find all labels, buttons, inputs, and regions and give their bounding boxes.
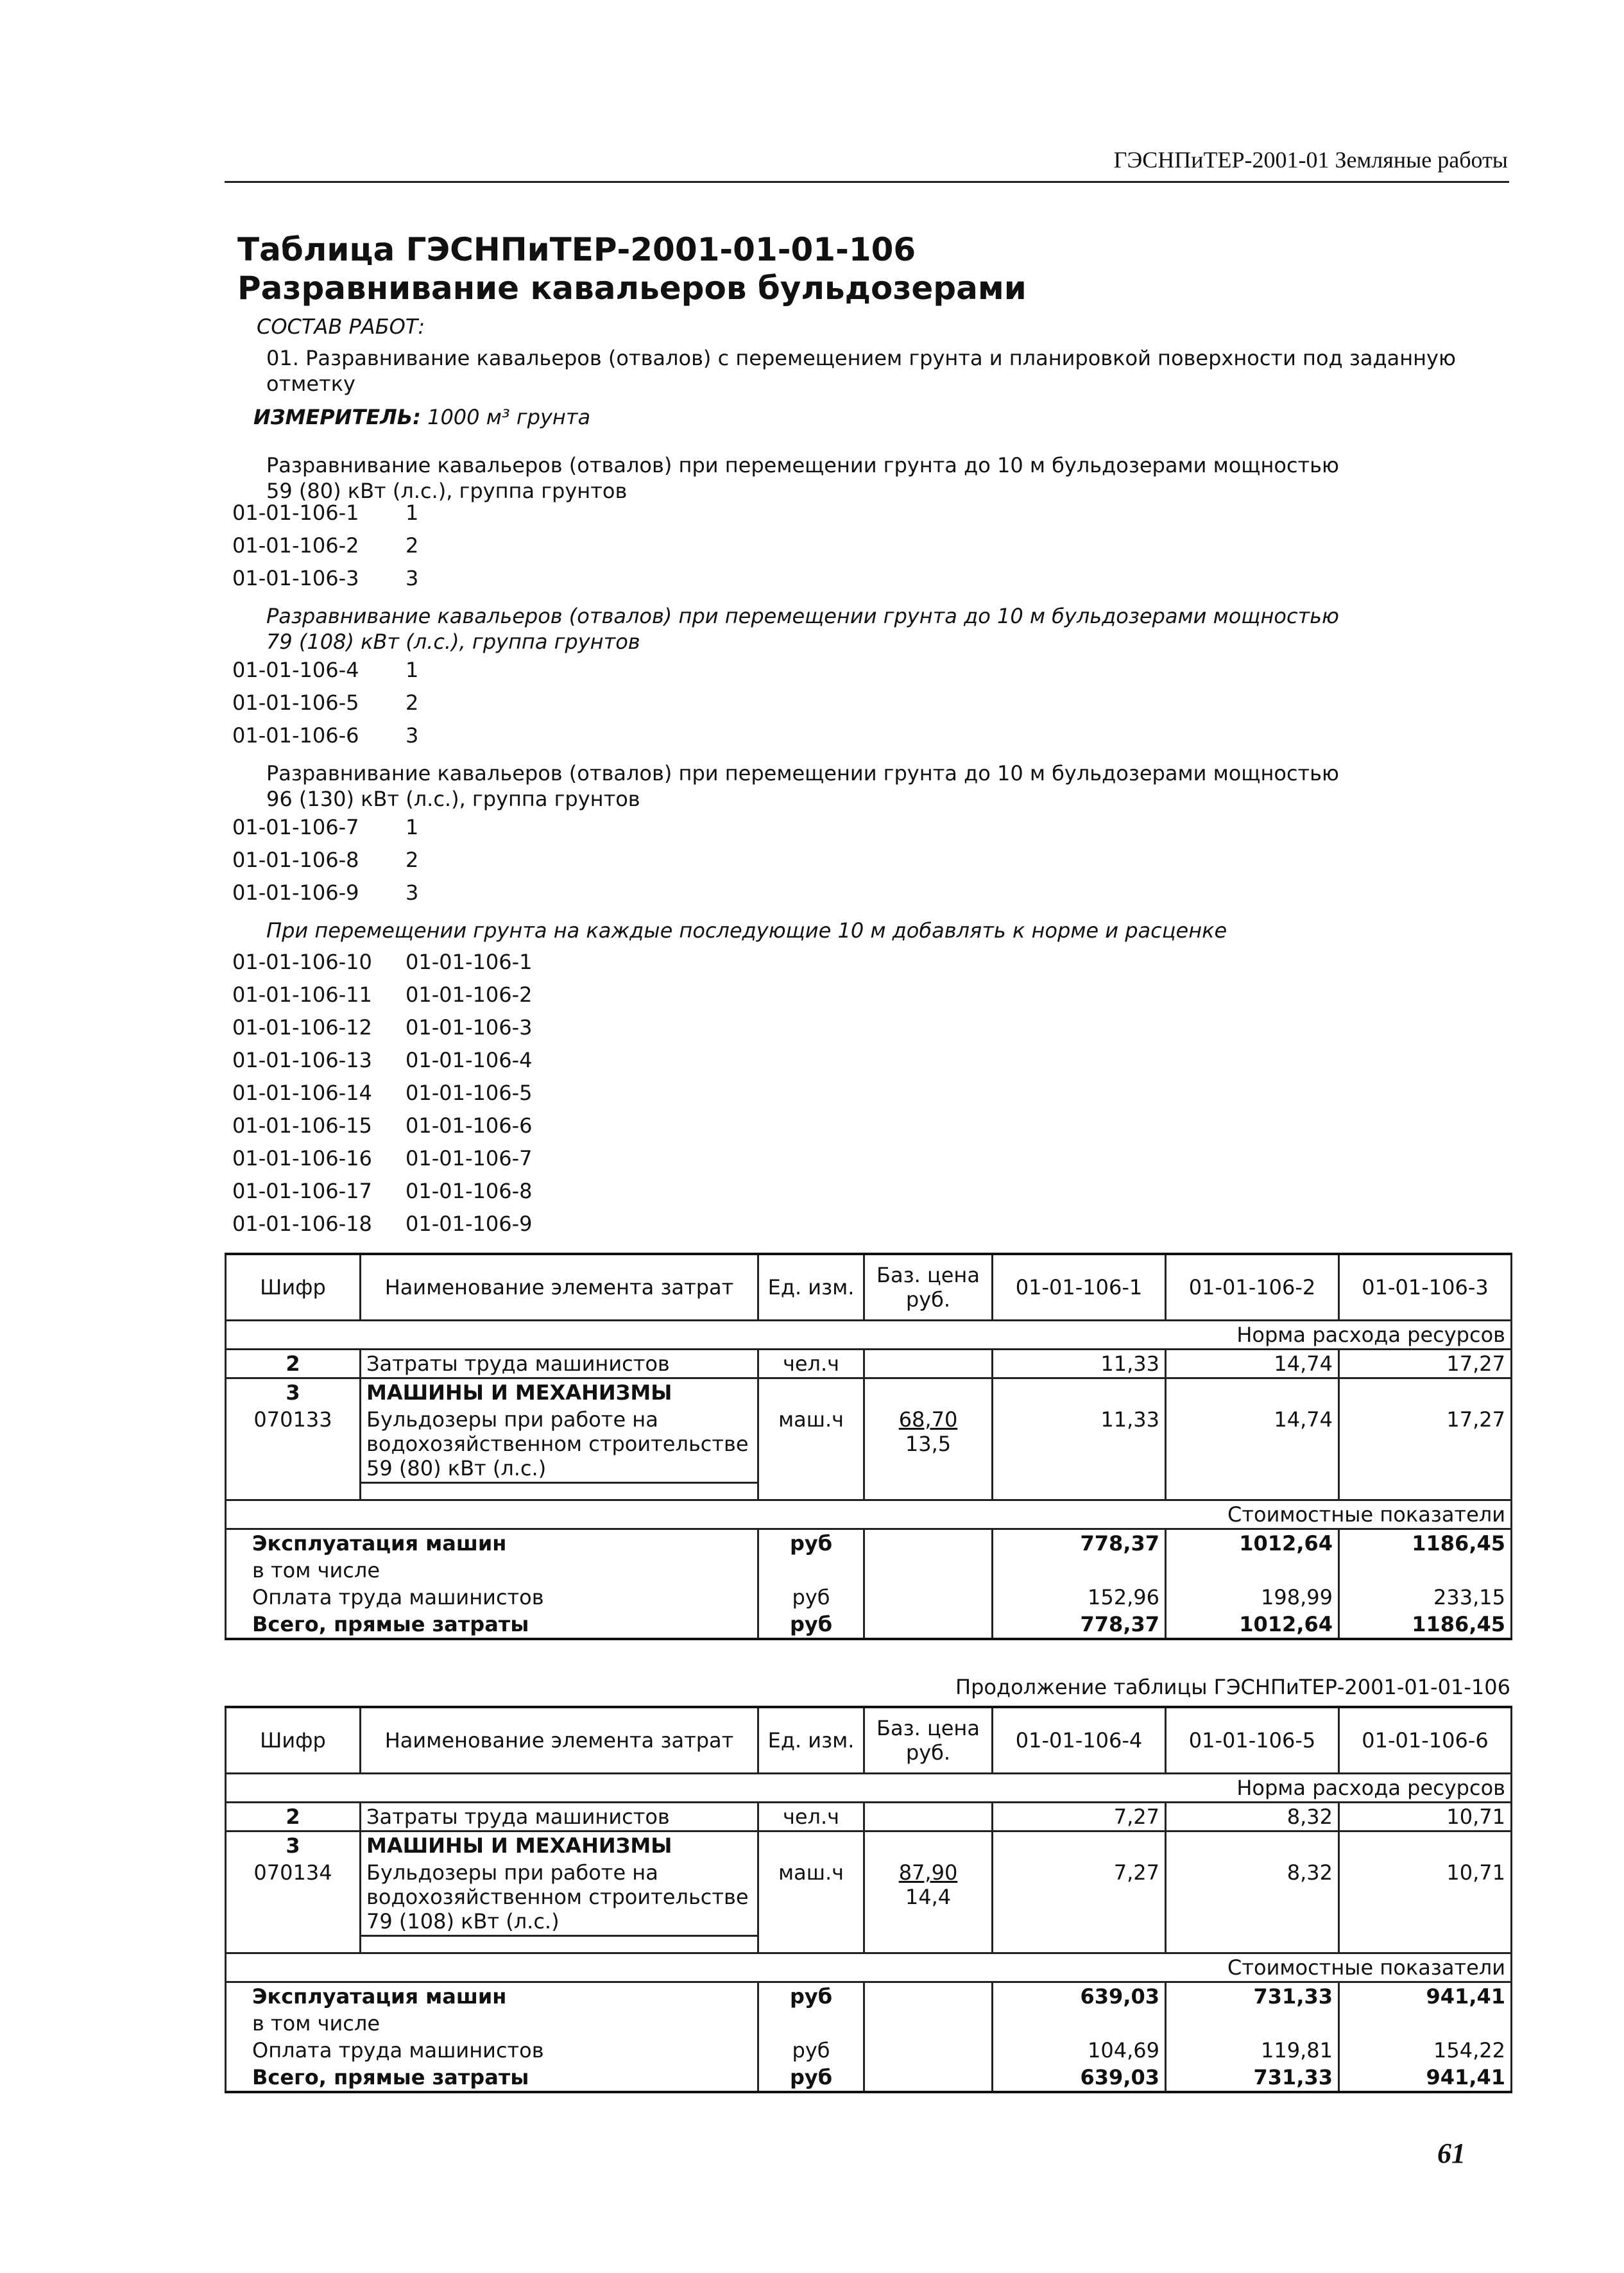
code-ref: 2 xyxy=(406,848,419,872)
code-value: 01-01-106-7 xyxy=(232,815,359,839)
header-code: Шифр xyxy=(226,1254,361,1321)
code-value: 01-01-106-17 xyxy=(232,1179,372,1203)
labor-code: 2 xyxy=(226,1350,361,1378)
empty-cell xyxy=(1166,1831,1339,1860)
labor-value: 17,27 xyxy=(1339,1350,1512,1378)
empty-cell xyxy=(993,1831,1166,1860)
labor-name: Затраты труда машинистов xyxy=(361,1350,758,1378)
cost-label: в том числе xyxy=(226,2010,758,2037)
machines-code: 3 xyxy=(226,1831,361,1860)
cost-unit: руб xyxy=(758,1584,864,1611)
code-value: 01-01-106-4 xyxy=(232,658,359,682)
cost-label: Всего, прямые затраты xyxy=(226,1611,758,1639)
header-unit: Ед. изм. xyxy=(758,1707,864,1774)
section-norm: Норма расхода ресурсов xyxy=(226,1321,1512,1350)
header-column: 01-01-106-4 xyxy=(993,1707,1166,1774)
machine-unit: маш.ч xyxy=(758,1859,864,1936)
cost-value: 639,03 xyxy=(993,1982,1166,2011)
empty-cell xyxy=(864,1831,993,1860)
cost-value: 152,96 xyxy=(993,1584,1166,1611)
cost-value: 1012,64 xyxy=(1166,1611,1339,1639)
cost-label: Эксплуатация машин xyxy=(226,1982,758,2011)
empty-cell xyxy=(864,1529,993,1557)
machine-value: 8,32 xyxy=(1166,1859,1339,1936)
code-value: 01-01-106-18 xyxy=(232,1212,372,1236)
empty-cell xyxy=(758,1483,864,1500)
empty-cell xyxy=(758,1378,864,1407)
machine-name: Бульдозеры при работе на водохозяйственном строительстве 59 (80) кВт (л.с.) xyxy=(361,1406,758,1483)
table-subtitle: Разравнивание кавальеров бульдозерами xyxy=(237,270,1027,307)
code-value: 01-01-106-12 xyxy=(232,1015,372,1040)
machines-code: 3 xyxy=(226,1378,361,1407)
header-base-price: Баз. цена руб. xyxy=(864,1254,993,1321)
code-ref: 01-01-106-5 xyxy=(406,1081,533,1105)
empty-cell xyxy=(993,1936,1166,1953)
cost-value xyxy=(993,2010,1166,2037)
cost-unit: руб xyxy=(758,1529,864,1557)
cost-value: 731,33 xyxy=(1166,2064,1339,2092)
labor-price xyxy=(864,1803,993,1831)
machine-value: 10,71 xyxy=(1339,1859,1512,1936)
machine-unit: маш.ч xyxy=(758,1406,864,1483)
empty-cell xyxy=(1339,1483,1512,1500)
machine-price xyxy=(864,1406,993,1483)
code-value: 01-01-106-8 xyxy=(232,848,359,872)
unit-line xyxy=(253,404,590,430)
empty-cell xyxy=(1166,1483,1339,1500)
empty-cell xyxy=(1166,1936,1339,1953)
machine-wage-value: 13,5 xyxy=(905,1432,952,1456)
code-ref: 3 xyxy=(406,723,419,748)
labor-unit: чел.ч xyxy=(758,1350,864,1378)
empty-cell xyxy=(361,1483,758,1500)
cost-label: Эксплуатация машин xyxy=(226,1529,758,1557)
code-ref: 1 xyxy=(406,658,419,682)
empty-cell xyxy=(864,1378,993,1407)
cost-value: 198,99 xyxy=(1166,1584,1339,1611)
code-ref: 2 xyxy=(406,533,419,558)
code-value: 01-01-106-6 xyxy=(232,723,359,748)
header-code: Шифр xyxy=(226,1707,361,1774)
labor-code: 2 xyxy=(226,1803,361,1831)
cost-value: 1186,45 xyxy=(1339,1611,1512,1639)
group-description: При перемещении грунта на каждые последующие 10 м добавлять к норме и расценке xyxy=(266,918,1227,943)
empty-cell xyxy=(864,1936,993,1953)
cost-value: 941,41 xyxy=(1339,2064,1512,2092)
header-name: Наименование элемента затрат xyxy=(361,1254,758,1321)
empty-cell xyxy=(758,1831,864,1860)
code-ref: 1 xyxy=(406,501,419,525)
empty-cell xyxy=(1166,1378,1339,1407)
cost-value: 233,15 xyxy=(1339,1584,1512,1611)
resource-table-2 xyxy=(225,1706,1512,2093)
unit-value: 1000 м³ грунта xyxy=(427,405,591,429)
empty-cell xyxy=(993,1483,1166,1500)
cost-value: 1012,64 xyxy=(1166,1529,1339,1557)
table-title: Таблица ГЭСНПиТЕР-2001-01-01-106 xyxy=(237,231,916,268)
cost-value xyxy=(1339,2010,1512,2037)
cost-label: Оплата труда машинистов xyxy=(226,2037,758,2064)
machine-code: 070133 xyxy=(226,1406,361,1483)
header-column: 01-01-106-2 xyxy=(1166,1254,1339,1321)
labor-value: 10,71 xyxy=(1339,1803,1512,1831)
code-ref: 1 xyxy=(406,815,419,839)
code-ref: 2 xyxy=(406,690,419,715)
machines-name: МАШИНЫ И МЕХАНИЗМЫ xyxy=(361,1378,758,1407)
cost-value xyxy=(1166,2010,1339,2037)
code-ref: 01-01-106-8 xyxy=(406,1179,533,1203)
machine-name: Бульдозеры при работе на водохозяйственном строительстве 79 (108) кВт (л.с.) xyxy=(361,1859,758,1936)
code-value: 01-01-106-10 xyxy=(232,950,372,974)
machine-code: 070134 xyxy=(226,1859,361,1936)
work-composition-label: СОСТАВ РАБОТ: xyxy=(257,314,425,339)
header-unit: Ед. изм. xyxy=(758,1254,864,1321)
code-ref: 01-01-106-3 xyxy=(406,1015,533,1040)
empty-cell xyxy=(864,2010,993,2037)
code-ref: 01-01-106-4 xyxy=(406,1048,533,1072)
code-value: 01-01-106-3 xyxy=(232,566,359,590)
cost-value: 119,81 xyxy=(1166,2037,1339,2064)
code-value: 01-01-106-1 xyxy=(232,501,359,525)
code-ref: 01-01-106-9 xyxy=(406,1212,533,1236)
code-ref: 01-01-106-1 xyxy=(406,950,533,974)
machine-wage-value: 14,4 xyxy=(905,1885,952,1909)
empty-cell xyxy=(226,1936,361,1953)
cost-value: 778,37 xyxy=(993,1611,1166,1639)
labor-value: 11,33 xyxy=(993,1350,1166,1378)
cost-unit: руб xyxy=(758,2064,864,2092)
empty-cell xyxy=(993,1378,1166,1407)
empty-cell xyxy=(758,1936,864,1953)
code-value: 01-01-106-11 xyxy=(232,982,372,1007)
cost-value: 639,03 xyxy=(993,2064,1166,2092)
code-value: 01-01-106-14 xyxy=(232,1081,372,1105)
cost-value xyxy=(1339,1557,1512,1584)
unit-label: ИЗМЕРИТЕЛЬ: xyxy=(253,405,421,429)
machine-price-value: 87,90 xyxy=(898,1860,958,1885)
section-norm: Норма расхода ресурсов xyxy=(226,1774,1512,1803)
labor-unit: чел.ч xyxy=(758,1803,864,1831)
machine-value: 11,33 xyxy=(993,1406,1166,1483)
code-ref: 3 xyxy=(406,880,419,905)
empty-cell xyxy=(1339,1831,1512,1860)
work-item: 01. Разравнивание кавальеров (отвалов) с перемещением грунта и планировкой поверхности под заданную отметку xyxy=(266,346,1456,396)
continuation-caption: Продолжение таблицы ГЭСНПиТЕР-2001-01-01-106 xyxy=(955,1675,1510,1699)
page-number: 61 xyxy=(1437,2138,1466,2169)
cost-value: 104,69 xyxy=(993,2037,1166,2064)
header-base-price: Баз. цена руб. xyxy=(864,1707,993,1774)
machine-value: 14,74 xyxy=(1166,1406,1339,1483)
header-name: Наименование элемента затрат xyxy=(361,1707,758,1774)
labor-value: 8,32 xyxy=(1166,1803,1339,1831)
code-value: 01-01-106-15 xyxy=(232,1113,372,1138)
code-value: 01-01-106-2 xyxy=(232,533,359,558)
machine-price-value: 68,70 xyxy=(898,1407,958,1432)
empty-cell xyxy=(864,2037,993,2064)
cost-value: 154,22 xyxy=(1339,2037,1512,2064)
cost-unit xyxy=(758,2010,864,2037)
header-column: 01-01-106-3 xyxy=(1339,1254,1512,1321)
cost-value: 1186,45 xyxy=(1339,1529,1512,1557)
labor-value: 14,74 xyxy=(1166,1350,1339,1378)
cost-unit: руб xyxy=(758,1611,864,1639)
empty-cell xyxy=(864,1483,993,1500)
labor-value: 7,27 xyxy=(993,1803,1166,1831)
labor-name: Затраты труда машинистов xyxy=(361,1803,758,1831)
code-value: 01-01-106-16 xyxy=(232,1146,372,1171)
empty-cell xyxy=(226,1483,361,1500)
cost-value: 731,33 xyxy=(1166,1982,1339,2011)
code-ref: 3 xyxy=(406,566,419,590)
group-description: Разравнивание кавальеров (отвалов) при перемещении грунта до 10 м бульдозерами мощностью 59 (80) кВт (л.с.), группа грунтов xyxy=(266,453,1339,503)
machines-name: МАШИНЫ И МЕХАНИЗМЫ xyxy=(361,1831,758,1860)
machine-value: 17,27 xyxy=(1339,1406,1512,1483)
group-description: Разравнивание кавальеров (отвалов) при перемещении грунта до 10 м бульдозерами мощностью 79 (108) кВт (л.с.), группа грунтов xyxy=(266,604,1339,654)
group-description: Разравнивание кавальеров (отвалов) при перемещении грунта до 10 м бульдозерами мощностью 96 (130) кВт (л.с.), группа грунтов xyxy=(266,761,1339,811)
machine-value: 7,27 xyxy=(993,1859,1166,1936)
section-cost: Стоимостные показатели xyxy=(226,1953,1512,1982)
cost-value: 778,37 xyxy=(993,1529,1166,1557)
cost-unit: руб xyxy=(758,2037,864,2064)
empty-cell xyxy=(864,1557,993,1584)
header-rule xyxy=(225,181,1509,183)
machine-price xyxy=(864,1859,993,1936)
cost-value xyxy=(1166,1557,1339,1584)
cost-label: Оплата труда машинистов xyxy=(226,1584,758,1611)
header-column: 01-01-106-6 xyxy=(1339,1707,1512,1774)
resource-table-1 xyxy=(225,1253,1512,1640)
empty-cell xyxy=(1339,1378,1512,1407)
cost-label: Всего, прямые затраты xyxy=(226,2064,758,2092)
code-ref: 01-01-106-2 xyxy=(406,982,533,1007)
code-value: 01-01-106-13 xyxy=(232,1048,372,1072)
header-column: 01-01-106-1 xyxy=(993,1254,1166,1321)
empty-cell xyxy=(864,1982,993,2011)
cost-label: в том числе xyxy=(226,1557,758,1584)
empty-cell xyxy=(1339,1936,1512,1953)
code-value: 01-01-106-5 xyxy=(232,690,359,715)
empty-cell xyxy=(864,2064,993,2092)
empty-cell xyxy=(864,1611,993,1639)
running-header: ГЭСНПиТЕР-2001-01 Земляные работы xyxy=(1113,147,1508,173)
section-cost: Стоимостные показатели xyxy=(226,1500,1512,1529)
empty-cell xyxy=(864,1584,993,1611)
cost-unit xyxy=(758,1557,864,1584)
cost-value: 941,41 xyxy=(1339,1982,1512,2011)
cost-value xyxy=(993,1557,1166,1584)
code-ref: 01-01-106-6 xyxy=(406,1113,533,1138)
empty-cell xyxy=(361,1936,758,1953)
code-ref: 01-01-106-7 xyxy=(406,1146,533,1171)
header-column: 01-01-106-5 xyxy=(1166,1707,1339,1774)
code-value: 01-01-106-9 xyxy=(232,880,359,905)
cost-unit: руб xyxy=(758,1982,864,2011)
labor-price xyxy=(864,1350,993,1378)
